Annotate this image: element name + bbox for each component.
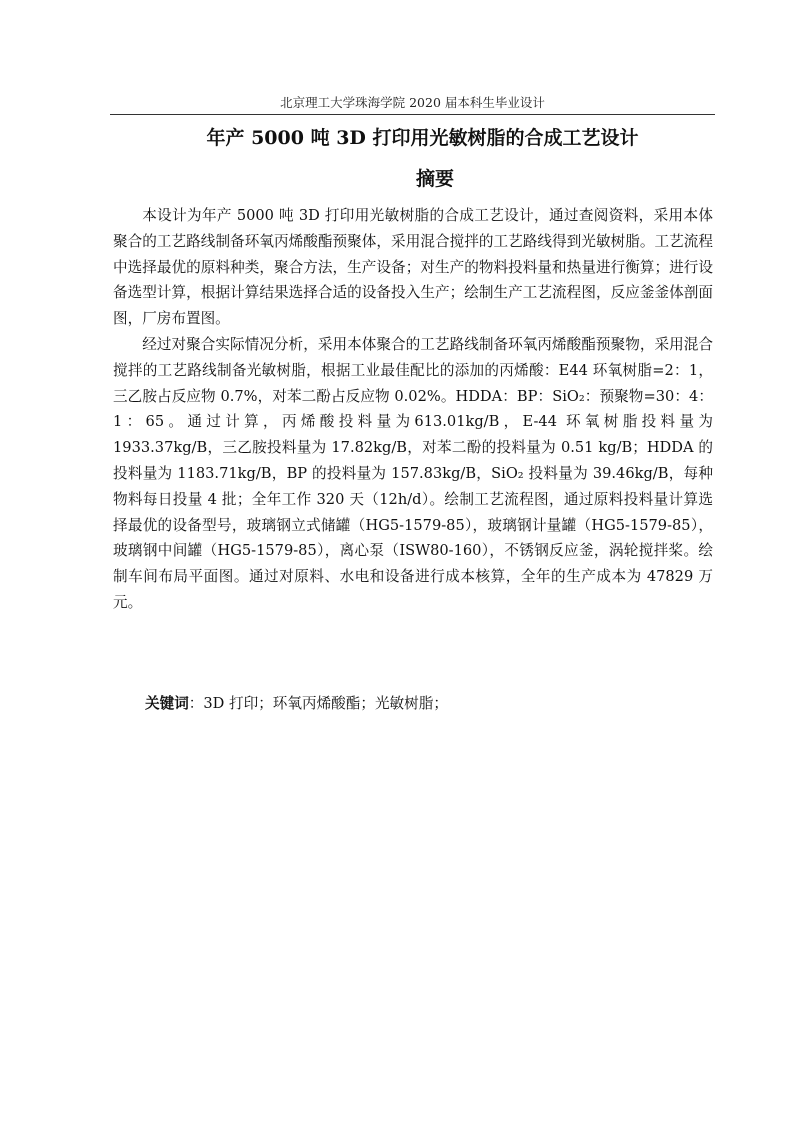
abstract-paragraph-1: 本设计为年产 5000 吨 3D 打印用光敏树脂的合成工艺设计，通过查阅资料，采用本体聚合的工艺路线制备环氧丙烯酸酯预聚体，采用混合搅拌的工艺路线得到光敏树脂。工艺流程中选择最优的原料种类，聚合方法，生产设备；对生产的物料投料量和热量进行衡算；进行设备选型计算，根据计算结果选择合适的设备投入生产；绘制生产工艺流程图，反应釜釜体剖面图，厂房布置图。 [113,207,713,328]
keywords-text: ：3D 打印；环氧丙烯酸酯；光敏树脂； [188,695,448,712]
running-header: 北京理工大学珠海学院 2020 届本科生毕业设计 [280,95,545,110]
header-rule [110,114,715,115]
abstract-paragraph-2: 经过对聚合实际情况分析，采用本体聚合的工艺路线制备环氧丙烯酸酯预聚物，采用混合搅拌的工艺路线制备光敏树脂，根据工业最佳配比的添加的丙烯酸：E44 环氧树脂=2：1，三乙胺占反应物 0.7%，对苯二酚占反应物 0.02%。HDDA：BP：SiO₂：预聚物=30：4：1：65。通过计算，丙烯酸投料量为613.01kg/B，E-44 环氧树脂投料量为 1933.37kg/B，三乙胺投料量为 17.82kg/B，对苯二酚的投料量为 0.51 kg/B；HDDA 的投料量为 1183.71kg/B，BP 的投料量为 157.83kg/B，SiO₂ 投料量为 39.46kg/B，每种物料每日投量 4 批；全年工作 320 天（12h/d）。绘制工艺流程图，通过原料投料量计算选择最优的设备型号，玻璃钢立式储罐（HG5-1579-85），玻璃钢计量罐（HG5-1579-85），玻璃钢中间罐（HG5-1579-85），离心泵（ISW80-160），不锈钢反应釜，涡轮搅拌桨。绘制车间布局平面图。通过对原料、水电和设备进行成本核算，全年的生产成本为 47829 万元。 [113,335,713,611]
document-title: 年产 5000 吨 3D 打印用光敏树脂的合成工艺设计 [206,127,639,149]
keywords-line [145,692,715,716]
abstract-heading: 摘要 [415,168,454,190]
abstract-body [113,203,713,616]
keywords-label: 关键词 [145,695,189,712]
